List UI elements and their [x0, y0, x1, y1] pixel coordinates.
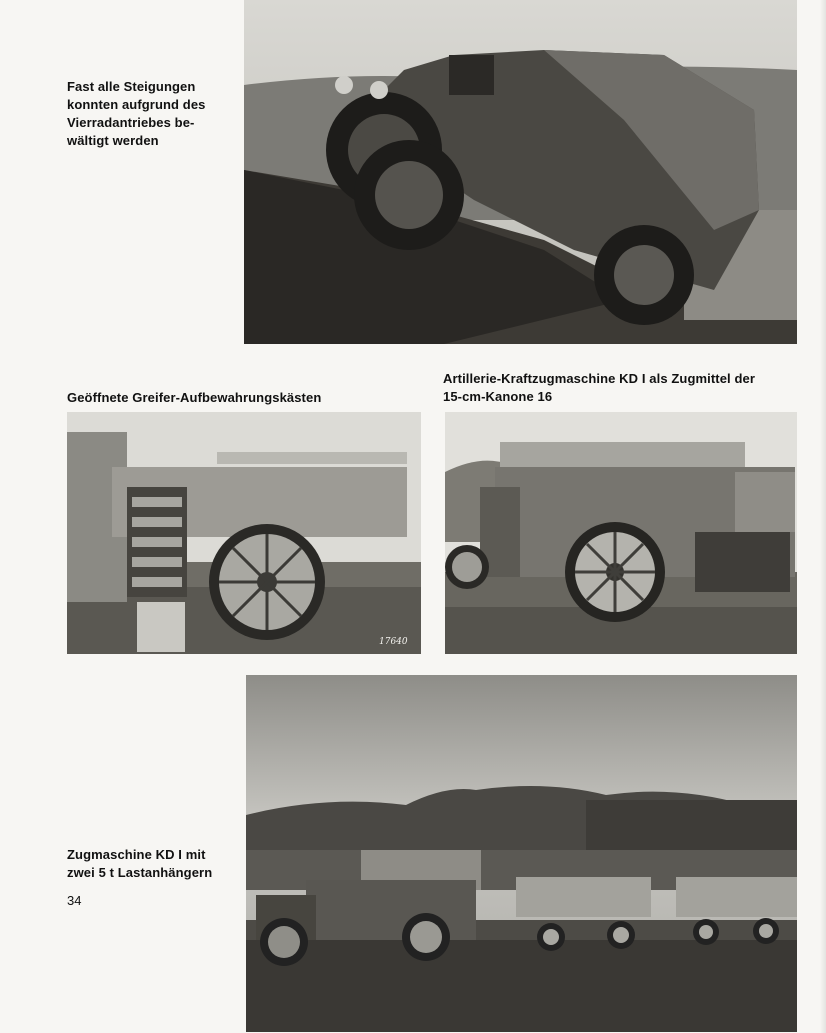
photo-truck-on-slope-drawing [244, 0, 797, 344]
caption-line: wältigt werden [67, 133, 159, 148]
caption-line: zwei 5 t Lastanhängern [67, 865, 213, 880]
caption-line: Zugmaschine KD I mit [67, 847, 206, 862]
photo-artillery-tractor [445, 412, 797, 654]
photo-open-storage-boxes [67, 412, 421, 654]
caption-storage-boxes [67, 389, 321, 407]
photo-artillery-tractor-drawing [445, 412, 797, 654]
caption-line: Fast alle Steigungen [67, 79, 196, 94]
caption-line: 15-cm-Kanone 16 [443, 389, 553, 404]
photo-tractor-with-trailers-drawing [246, 675, 797, 1032]
caption-line: Artillerie-Kraftzugmaschine KD I als Zugmittel der [443, 371, 756, 386]
page-edge-shadow [820, 0, 826, 1033]
photo-open-storage-boxes-drawing [67, 412, 421, 654]
caption-artillery-tractor [443, 370, 755, 406]
caption-line: Vierradantriebes be- [67, 115, 195, 130]
photo-tractor-with-trailers [246, 675, 797, 1032]
caption-line: Geöffnete Greifer-Aufbewahrungskästen [67, 390, 322, 405]
photo-truck-on-slope [244, 0, 797, 344]
page-number: 34 [67, 893, 82, 908]
photo-inscription-number: 17640 [379, 637, 408, 647]
caption-line: konnten aufgrund des [67, 97, 206, 112]
caption-slope-climb [67, 78, 206, 150]
caption-tractor-with-trailers [67, 846, 212, 882]
